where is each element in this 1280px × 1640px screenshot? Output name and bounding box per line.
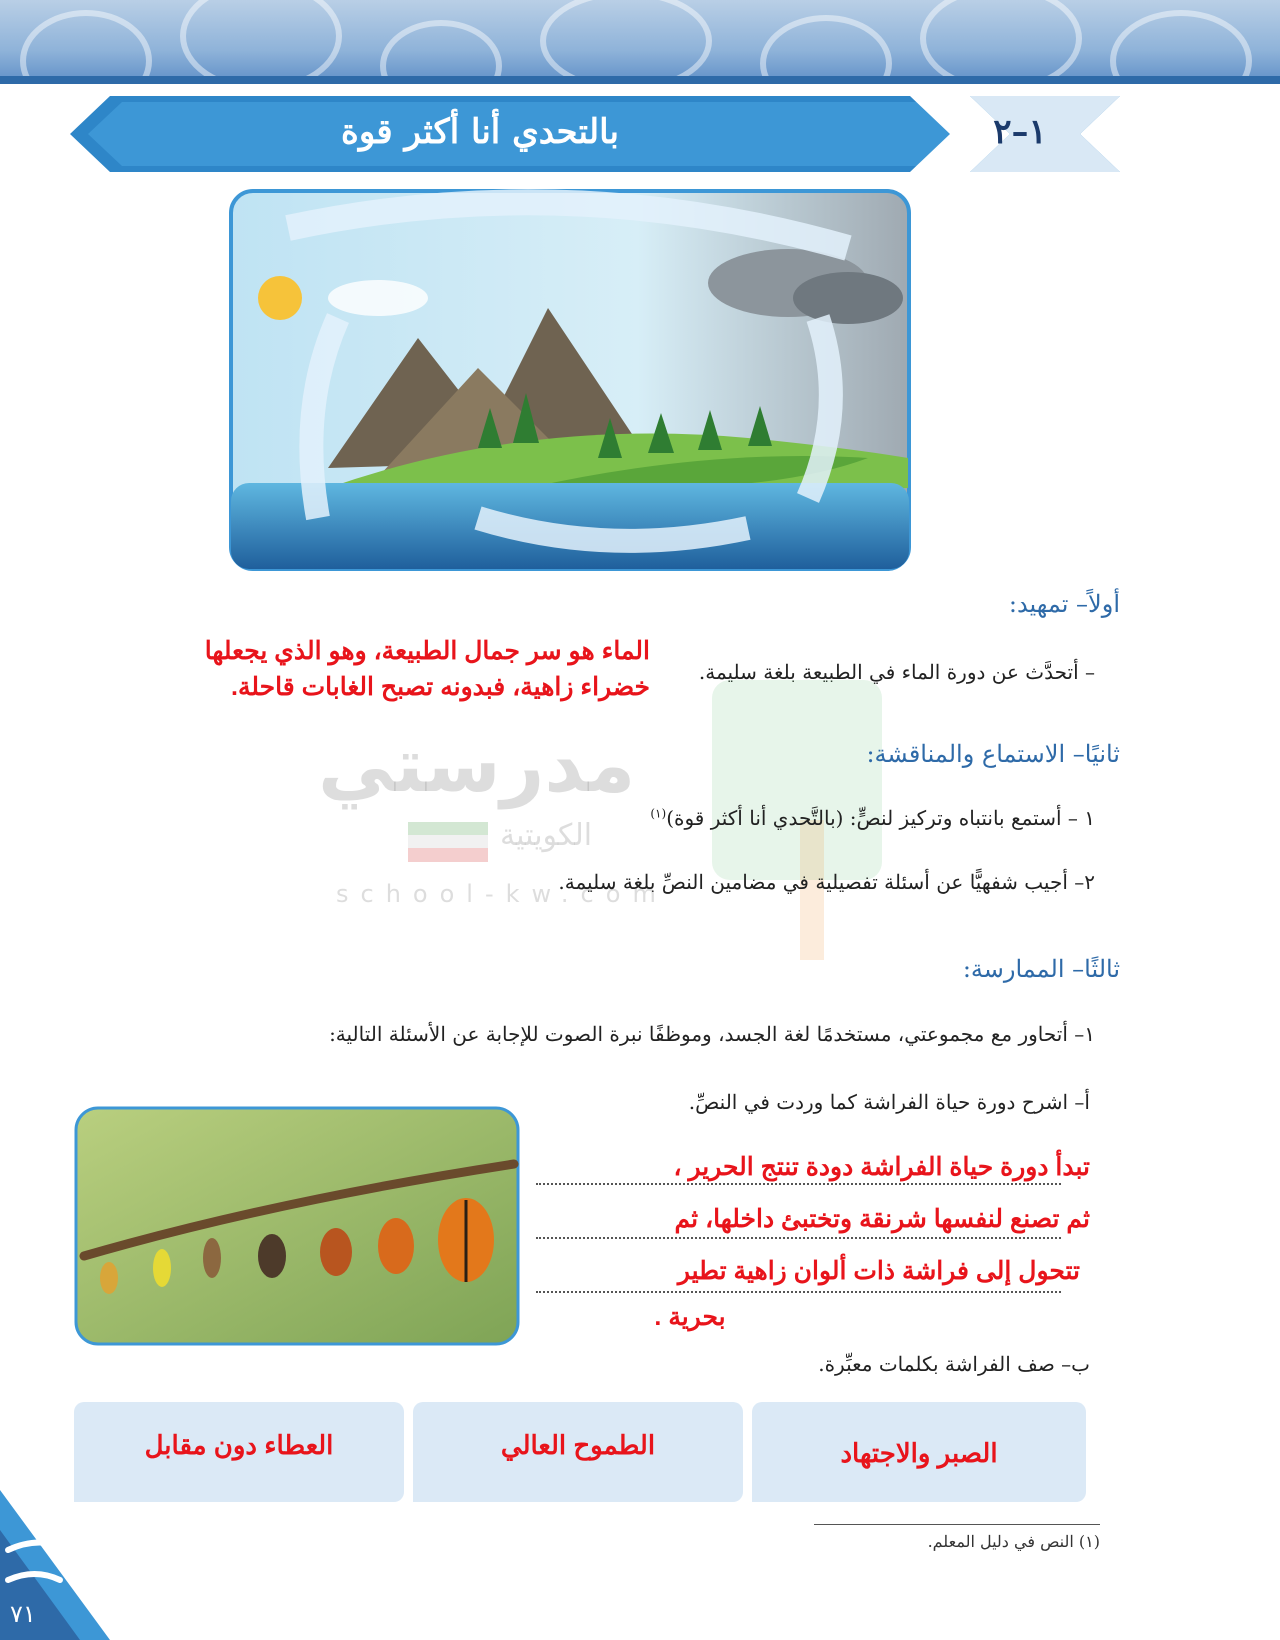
practice-heading: ثالثًا– الممارسة: bbox=[962, 955, 1120, 983]
lesson-title: بالتحدي أنا أكثر قوة bbox=[341, 112, 619, 152]
page-number: ٧١ bbox=[10, 1600, 36, 1628]
watermark-site: school-kw.com bbox=[336, 880, 668, 908]
listening-item-1-text: ١ – أستمع بانتباه وتركيز لنصٍّ: (بالتَّحدي أنا أكثر قوة) bbox=[666, 806, 1095, 830]
listening-item-1 bbox=[560, 806, 1095, 830]
listening-item-2: ٢– أجيب شفهيًّا عن أسئلة تفصيلية في مضامين النصِّ بلغة سليمة. bbox=[558, 870, 1095, 894]
kuwait-flag-watermark bbox=[408, 822, 488, 862]
footnote: (١) النص في دليل المعلم. bbox=[927, 1532, 1100, 1551]
answer-a-line-1: تبدأ دورة حياة الفراشة دودة تنتج الحرير ، bbox=[673, 1153, 1090, 1181]
practice-item-1: ١– أتحاور مع مجموعتي، مستخدمًا لغة الجسد، وموظفًا نبرة الصوت للإجابة عن الأسئلة التالية: bbox=[329, 1022, 1095, 1046]
answer-a-line-4: بحرية . bbox=[654, 1303, 726, 1331]
intro-answer-line-1: الماء هو سر جمال الطبيعة، وهو الذي يجعلها bbox=[204, 637, 650, 665]
word-card-3 bbox=[74, 1402, 404, 1502]
answer-line-1 bbox=[536, 1183, 1061, 1185]
watermark-sub: الكويتية bbox=[500, 818, 593, 853]
butterfly-life-cycle-photo bbox=[74, 1106, 520, 1346]
word-card-2 bbox=[413, 1402, 743, 1502]
footnote-rule bbox=[814, 1524, 1100, 1525]
answer-line-2 bbox=[536, 1237, 1061, 1239]
question-a: أ– اشرح دورة حياة الفراشة كما وردت في النصِّ. bbox=[688, 1090, 1090, 1114]
intro-task: – أتحدَّث عن دورة الماء في الطبيعة بلغة سليمة. bbox=[698, 660, 1095, 684]
top-decorative-band bbox=[0, 0, 1280, 84]
watermark-brand: مدرستي bbox=[318, 720, 636, 809]
answer-a-line-2: ثم تصنع لنفسها شرنقة وتختبئ داخلها، ثم bbox=[674, 1205, 1090, 1233]
word-card-1 bbox=[752, 1402, 1086, 1502]
question-b: ب– صف الفراشة بكلمات معبِّرة. bbox=[818, 1352, 1090, 1376]
intro-heading: أولاً– تمهيد: bbox=[1008, 590, 1120, 618]
lesson-number: ١–٢ bbox=[993, 112, 1047, 152]
answer-a-line-3: تتحول إلى فراشة ذات ألوان زاهية تطير bbox=[677, 1257, 1080, 1285]
answer-line-3 bbox=[536, 1291, 1061, 1293]
intro-answer-line-2: خضراء زاهية، فبدونه تصبح الغابات قاحلة. bbox=[231, 673, 650, 701]
word-card-3-text: العطاء دون مقابل bbox=[144, 1430, 334, 1460]
word-card-2-text: الطموح العالي bbox=[500, 1430, 656, 1460]
water-cycle-illustration bbox=[228, 188, 912, 572]
word-card-1-text: الصبر والاجتهاد bbox=[840, 1438, 998, 1468]
footnote-ref: (١) bbox=[650, 806, 667, 821]
listening-heading: ثانيًا– الاستماع والمناقشة: bbox=[866, 740, 1120, 768]
logo-watermark bbox=[712, 680, 882, 880]
